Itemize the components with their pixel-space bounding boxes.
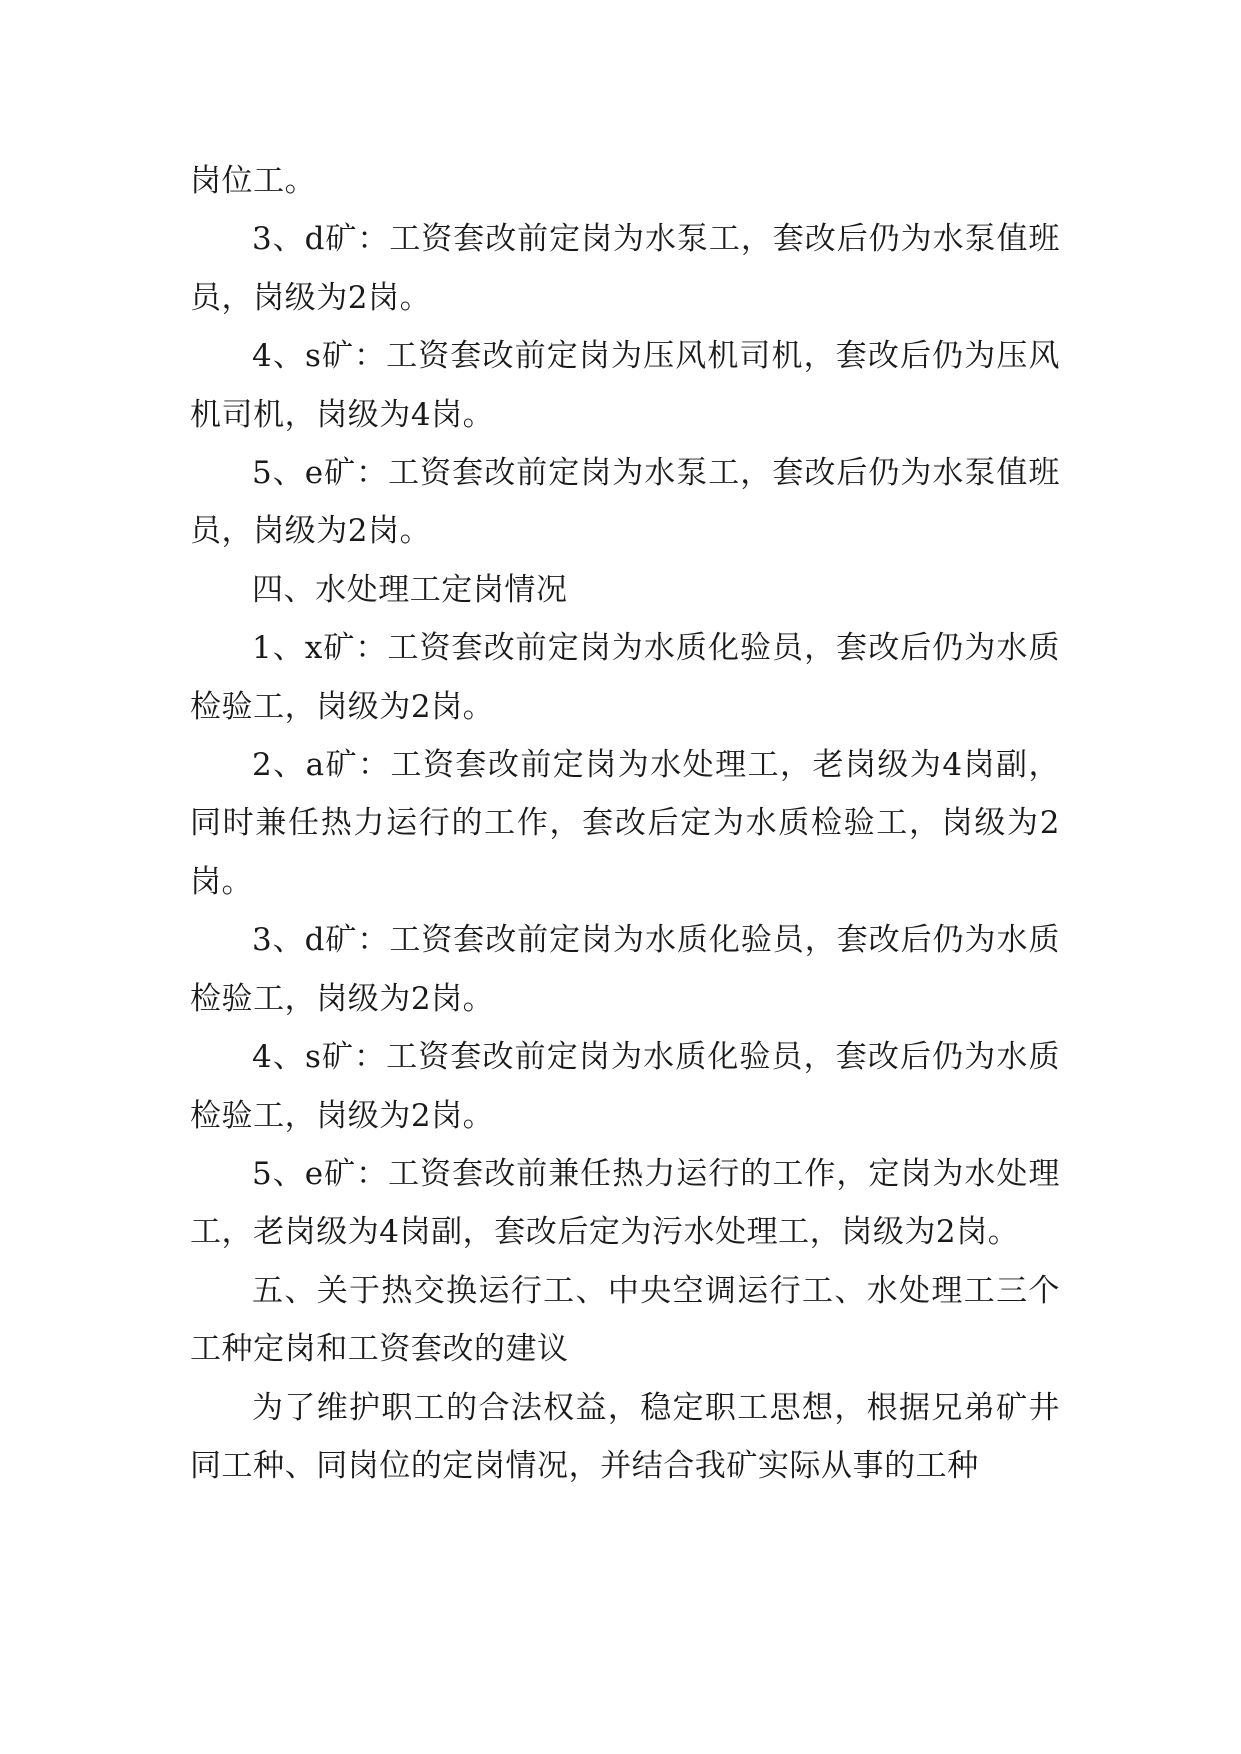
- paragraph-list-item: 5、e矿：工资套改前兼任热力运行的工作，定岗为水处理工，老岗级为4岗副，套改后定为污水处理工，岗级为2岗。: [190, 1155, 1060, 1251]
- document-body: [190, 152, 1060, 1495]
- paragraph-list-item: 1、x矿：工资套改前定岗为水质化验员，套改后仍为水质检验工，岗级为2岗。: [190, 630, 1060, 725]
- paragraph-list-item: 3、d矿：工资套改前定岗为水质化验员，套改后仍为水质检验工，岗级为2岗。: [190, 922, 1060, 1017]
- paragraph-list-item: 2、a矿：工资套改前定岗为水处理工，老岗级为4岗副，同时兼任热力运行的工作，套改后定为水质检验工，岗级为2岗。: [190, 747, 1060, 900]
- section-heading-5: 五、关于热交换运行工、中央空调运行工、水处理工三个工种定岗和工资套改的建议: [190, 1272, 1060, 1368]
- paragraph-list-item: 5、e矿：工资套改前定岗为水泵工，套改后仍为水泵值班员，岗级为2岗。: [190, 455, 1060, 550]
- section-heading-4: 四、水处理工定岗情况: [252, 571, 568, 608]
- paragraph-proposal: 为了维护职工的合法权益，稳定职工思想，根据兄弟矿井同工种、同岗位的定岗情况，并结合我矿实际从事的工种: [190, 1389, 1060, 1484]
- paragraph-list-item: 4、s矿：工资套改前定岗为压风机司机，套改后仍为压风机司机，岗级为4岗。: [190, 338, 1060, 433]
- paragraph-list-item: 4、s矿：工资套改前定岗为水质化验员，套改后仍为水质检验工，岗级为2岗。: [190, 1039, 1060, 1134]
- paragraph-continuation: 岗位工。: [190, 163, 317, 199]
- paragraph-list-item: 3、d矿：工资套改前定岗为水泵工，套改后仍为水泵值班员，岗级为2岗。: [190, 221, 1060, 316]
